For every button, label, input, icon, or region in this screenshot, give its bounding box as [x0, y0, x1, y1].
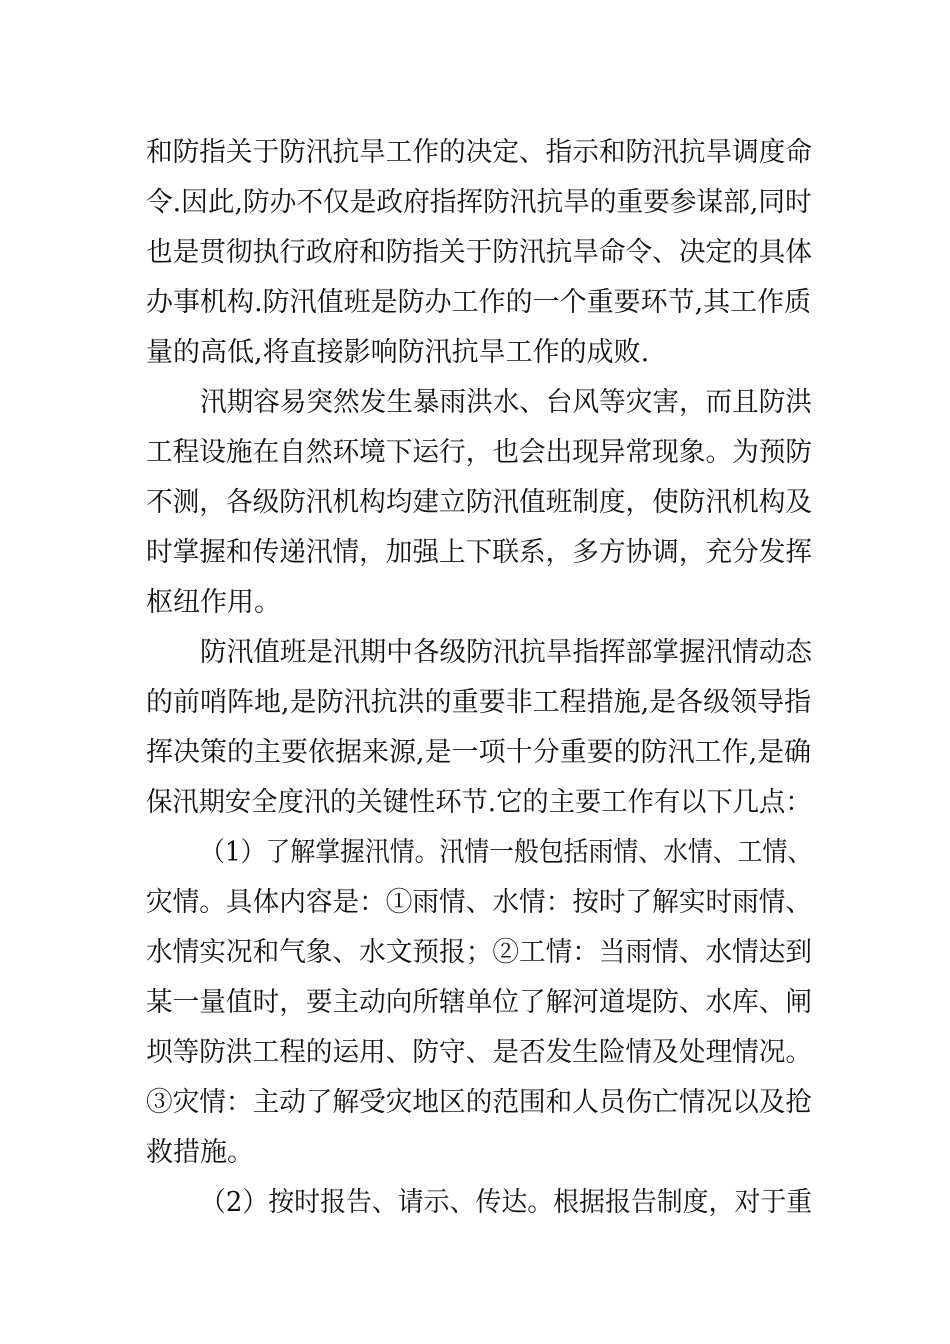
text-line: 办事机构.防汛值班是防办工作的一个重要环节,其工作质 [146, 287, 812, 318]
text-line: 保汛期安全度汛的关键性环节.它的主要工作有以下几点： [146, 787, 812, 818]
text-line: 防汛值班是汛期中各级防汛抗旱指挥部掌握汛情动态 [200, 637, 812, 668]
text-line: 时掌握和传递汛情，加强上下联系，多方协调，充分发挥 [146, 537, 813, 568]
text-line: 量的高低,将直接影响防汛抗旱工作的成败. [146, 337, 650, 368]
text-line: 令.因此,防办不仅是政府指挥防汛抗旱的重要参谋部,同时 [146, 187, 812, 218]
text-line: 坝等防洪工程的运用、防守、是否发生险情及处理情况。 [146, 1037, 813, 1068]
text-line: 救措施。 [146, 1137, 254, 1168]
text-line: 不测，各级防汛机构均建立防汛值班制度，使防汛机构及 [146, 487, 813, 518]
text-line: 某一量值时，要主动向所辖单位了解河道堤防、水库、闸 [146, 987, 813, 1018]
text-line: 也是贯彻执行政府和防指关于防汛抗旱命令、决定的具体 [146, 237, 813, 268]
text-line: 枢纽作用。 [146, 587, 281, 618]
text-line: 汛期容易突然发生暴雨洪水、台风等灾害，而且防洪 [200, 387, 812, 418]
text-line: 挥决策的主要依据来源,是一项十分重要的防汛工作,是确 [146, 737, 812, 768]
text-line: 的前哨阵地,是防汛抗洪的重要非工程措施,是各级领导指 [146, 687, 812, 718]
text-line: 和防指关于防汛抗旱工作的决定、指示和防汛抗旱调度命 [146, 137, 813, 168]
text-line: （2）按时报告、请示、传达。根据报告制度，对于重 [200, 1187, 813, 1218]
text-line: 水情实况和气象、水文预报；②工情：当雨情、水情达到 [146, 937, 813, 968]
text-line: （1）了解掌握汛情。汛情一般包括雨情、水情、工情、 [200, 837, 813, 868]
text-line: 灾情。具体内容是：①雨情、水情：按时了解实时雨情、 [146, 887, 813, 918]
text-line: ③灾情：主动了解受灾地区的范围和人员伤亡情况以及抢 [146, 1087, 813, 1118]
text-line: 工程设施在自然环境下运行，也会出现异常现象。为预防 [146, 437, 813, 468]
